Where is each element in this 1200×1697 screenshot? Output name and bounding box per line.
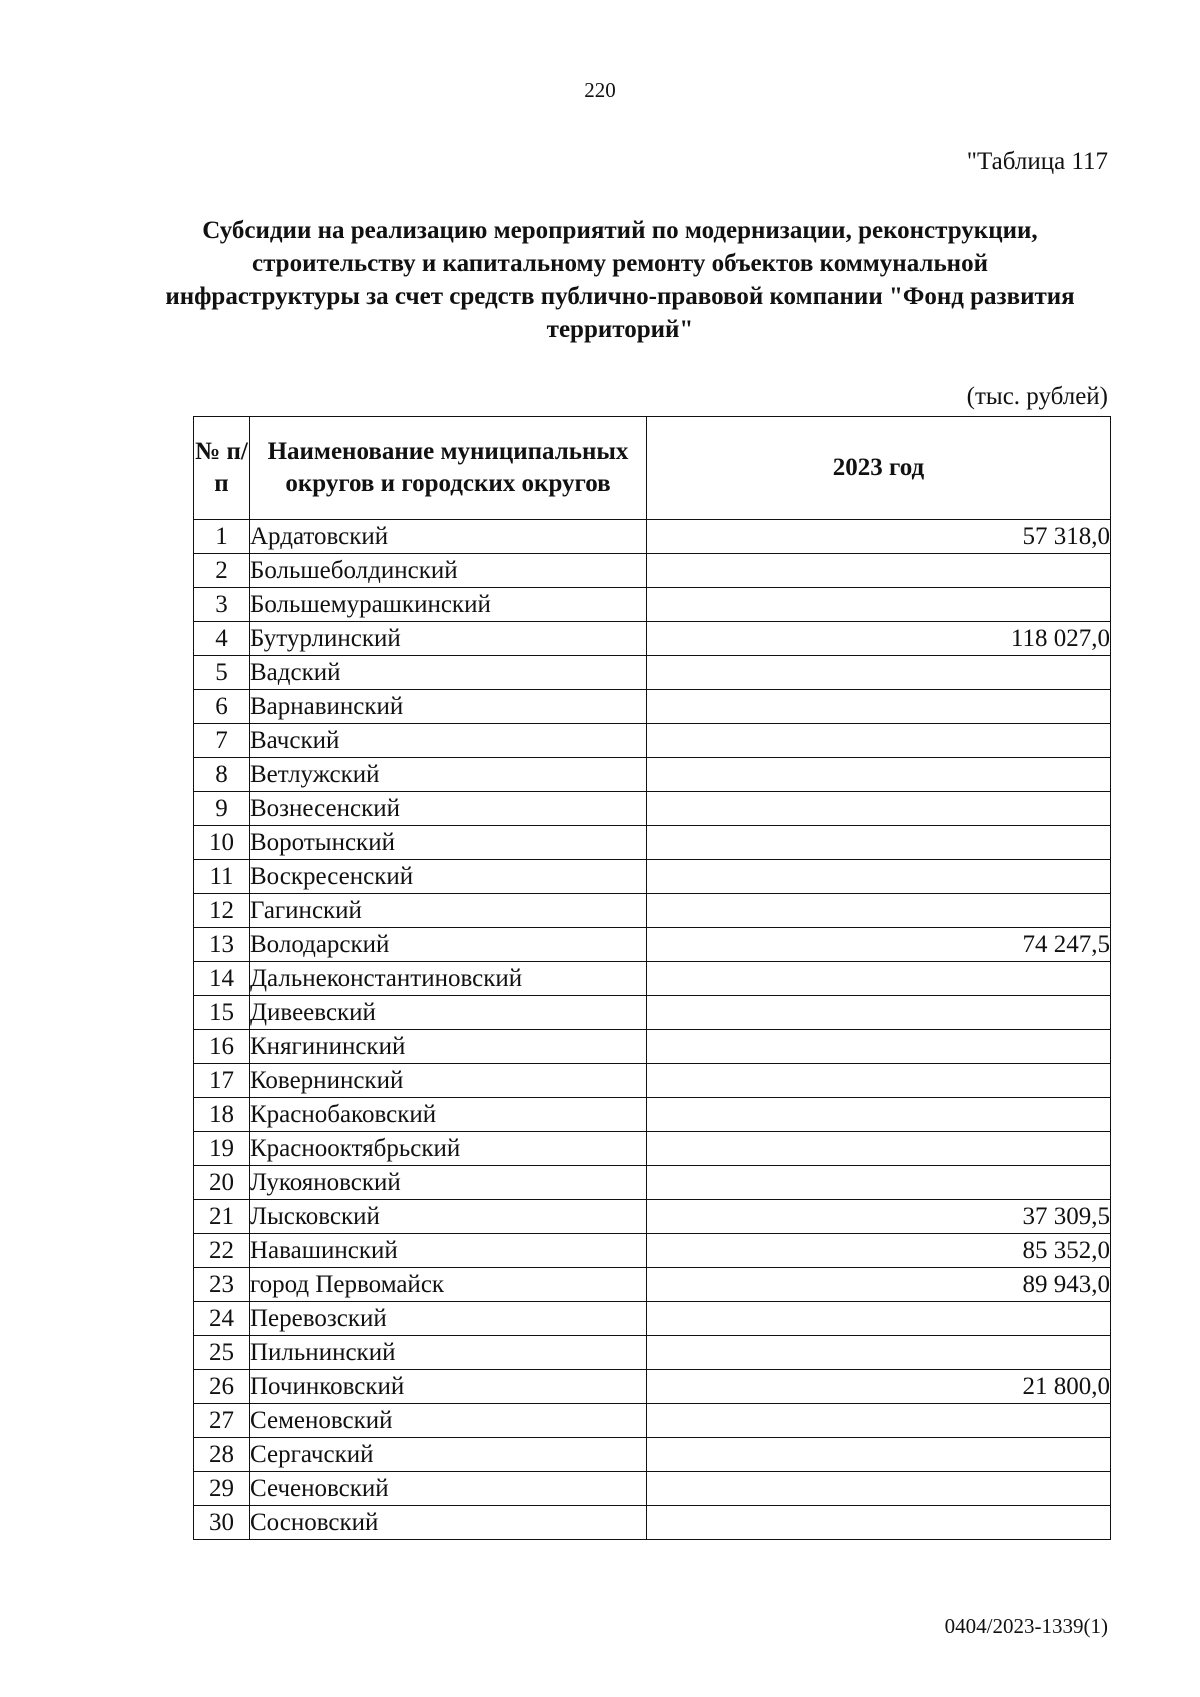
row-name: Ковернинский: [250, 1064, 647, 1098]
row-name: Сосновский: [250, 1506, 647, 1540]
table-row: [194, 1234, 1111, 1268]
table-row: [194, 622, 1111, 656]
row-value: [647, 962, 1111, 996]
row-number: 1: [194, 520, 250, 554]
row-number: 13: [194, 928, 250, 962]
row-number: 9: [194, 792, 250, 826]
header-year: 2023 год: [647, 417, 1111, 520]
row-number: 5: [194, 656, 250, 690]
row-name: Лысковский: [250, 1200, 647, 1234]
row-number: 14: [194, 962, 250, 996]
units-label: (тыс. рублей): [966, 383, 1108, 410]
row-name: Сергачский: [250, 1438, 647, 1472]
row-number: 20: [194, 1166, 250, 1200]
table-row: [194, 1200, 1111, 1234]
table-header-row: [194, 417, 1111, 520]
row-number: 16: [194, 1030, 250, 1064]
table-row: [194, 656, 1111, 690]
row-number: 7: [194, 724, 250, 758]
page-number: 220: [584, 78, 616, 102]
row-number: 27: [194, 1404, 250, 1438]
row-name: Ардатовский: [250, 520, 647, 554]
row-name: Дальнеконстантиновский: [250, 962, 647, 996]
row-number: 18: [194, 1098, 250, 1132]
row-name: Перевозский: [250, 1302, 647, 1336]
table-row: [194, 792, 1111, 826]
row-value: [647, 1472, 1111, 1506]
row-name: Воскресенский: [250, 860, 647, 894]
row-number: 29: [194, 1472, 250, 1506]
document-title: Субсидии на реализацию мероприятий по модернизации, реконструкции, строительству и капитальному ремонту объектов коммунальной инфраструктуры за счет средств публично-правовой компании "Фонд развития территорий": [165, 217, 1075, 343]
table-row: [194, 1030, 1111, 1064]
table-row: [194, 1098, 1111, 1132]
row-name: Большемурашкинский: [250, 588, 647, 622]
document-code: 0404/2023-1339(1): [944, 1614, 1108, 1638]
table-row: [194, 1302, 1111, 1336]
row-value: 37 309,5: [647, 1200, 1111, 1234]
row-value: [647, 1506, 1111, 1540]
row-name: Вачский: [250, 724, 647, 758]
row-name: Ветлужский: [250, 758, 647, 792]
row-value: [647, 758, 1111, 792]
row-number: 15: [194, 996, 250, 1030]
table-row: [194, 1064, 1111, 1098]
row-name: Воротынский: [250, 826, 647, 860]
row-number: 26: [194, 1370, 250, 1404]
row-number: 30: [194, 1506, 250, 1540]
row-name: Бутурлинский: [250, 622, 647, 656]
table-row: [194, 588, 1111, 622]
row-number: 8: [194, 758, 250, 792]
row-value: [647, 826, 1111, 860]
row-number: 23: [194, 1268, 250, 1302]
row-number: 11: [194, 860, 250, 894]
row-value: [647, 554, 1111, 588]
row-value: [647, 1132, 1111, 1166]
table-row: [194, 1438, 1111, 1472]
row-name: Вознесенский: [250, 792, 647, 826]
row-name: Сеченовский: [250, 1472, 647, 1506]
row-value: [647, 1336, 1111, 1370]
table-row: [194, 1166, 1111, 1200]
row-number: 24: [194, 1302, 250, 1336]
table-row: [194, 554, 1111, 588]
row-value: [647, 1030, 1111, 1064]
table-row: [194, 758, 1111, 792]
row-name: Семеновский: [250, 1404, 647, 1438]
row-value: [647, 690, 1111, 724]
row-number: 6: [194, 690, 250, 724]
header-name: Наименование муниципальных округов и городских округов: [250, 417, 647, 520]
row-value: [647, 588, 1111, 622]
table-row: [194, 1268, 1111, 1302]
table-row: [194, 690, 1111, 724]
row-name: Володарский: [250, 928, 647, 962]
row-value: [647, 996, 1111, 1030]
row-value: 21 800,0: [647, 1370, 1111, 1404]
row-number: 2: [194, 554, 250, 588]
row-value: [647, 894, 1111, 928]
table-row: [194, 520, 1111, 554]
row-value: [647, 792, 1111, 826]
row-name: Краснобаковский: [250, 1098, 647, 1132]
row-number: 12: [194, 894, 250, 928]
row-name: Гагинский: [250, 894, 647, 928]
table-row: [194, 1370, 1111, 1404]
row-value: 57 318,0: [647, 520, 1111, 554]
table-row: [194, 996, 1111, 1030]
row-value: [647, 1098, 1111, 1132]
row-number: 3: [194, 588, 250, 622]
row-value: [647, 1064, 1111, 1098]
table-row: [194, 1404, 1111, 1438]
row-value: [647, 1438, 1111, 1472]
row-value: [647, 860, 1111, 894]
row-name: Лукояновский: [250, 1166, 647, 1200]
table-row: [194, 1336, 1111, 1370]
row-value: 89 943,0: [647, 1268, 1111, 1302]
row-value: 85 352,0: [647, 1234, 1111, 1268]
row-name: Вадский: [250, 656, 647, 690]
row-name: Большеболдинский: [250, 554, 647, 588]
row-name: Дивеевский: [250, 996, 647, 1030]
row-value: [647, 656, 1111, 690]
subsidy-table: [193, 416, 1111, 1540]
row-number: 22: [194, 1234, 250, 1268]
row-value: [647, 1166, 1111, 1200]
row-number: 19: [194, 1132, 250, 1166]
row-name: Княгининский: [250, 1030, 647, 1064]
table-row: [194, 1132, 1111, 1166]
row-number: 25: [194, 1336, 250, 1370]
table-row: [194, 1472, 1111, 1506]
table-body: [194, 520, 1111, 1540]
table-row: [194, 860, 1111, 894]
row-name: Пильнинский: [250, 1336, 647, 1370]
table-row: [194, 724, 1111, 758]
table-label: "Таблица 117: [966, 148, 1108, 175]
row-number: 4: [194, 622, 250, 656]
row-number: 10: [194, 826, 250, 860]
table-row: [194, 894, 1111, 928]
row-value: 74 247,5: [647, 928, 1111, 962]
table-row: [194, 962, 1111, 996]
row-name: Навашинский: [250, 1234, 647, 1268]
row-value: 118 027,0: [647, 622, 1111, 656]
row-name: Варнавинский: [250, 690, 647, 724]
row-name: Починковский: [250, 1370, 647, 1404]
table-row: [194, 826, 1111, 860]
row-value: [647, 1404, 1111, 1438]
row-number: 21: [194, 1200, 250, 1234]
row-value: [647, 724, 1111, 758]
row-value: [647, 1302, 1111, 1336]
row-number: 28: [194, 1438, 250, 1472]
row-name: город Первомайск: [250, 1268, 647, 1302]
row-name: Краснооктябрьский: [250, 1132, 647, 1166]
row-number: 17: [194, 1064, 250, 1098]
table-row: [194, 928, 1111, 962]
table-row: [194, 1506, 1111, 1540]
header-number: № п/п: [194, 417, 250, 520]
